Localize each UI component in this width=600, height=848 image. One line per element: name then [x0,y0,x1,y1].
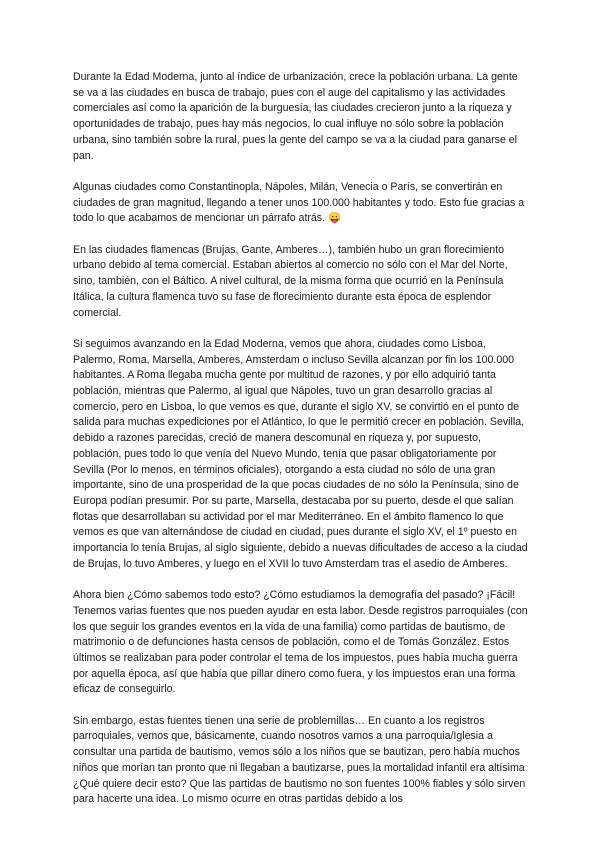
paragraph-demographic-sources: Ahora bien ¿Cómo sabemos todo esto? ¿Cómo estudiamos la demografía del pasado? ¡Fácil! Tenemos varias fuentes que nos pueden ayudar en esta labor. Desde registros parroquiales (con los que seguir los grandes eventos en la vida de una familia) como partidas de bautismo, de matrimonio o de defunciones hasta censos de población, como el de Tomás González. Estos últimos se realizaban para poder controlar el tema de los impuestos, pues había mucha guerra por aquella época, así que había que pillar dinero como fuera, y los impuestos eran una forma eficaz de conseguirlo. [73,589,528,696]
paragraph-cities-100000: Si seguimos avanzando en la Edad Moderna, vemos que ahora, ciudades como Lisboa, Palermo, Roma, Marsella, Amberes, Amsterdam o incluso Sevilla alcanzan por fin los 100.000 habitantes. A Roma llegaba mucha gente por multitud de razones, y por ello adquirió tanta población, mientras que Palermo, al igual que Nápoles, tuvo un gran desarrollo gracias al comercio, pero en Lisboa, lo que vemos es que, durante el siglo XV, se convirtió en el punto de salida para muchas expediciones por el Atlántico, lo que le permitió crecer en población. Sevilla, debido a razones parecidas, creció de manera descomunal en riqueza y, por supuesto, población, pues todo lo que venía del Nuevo Mundo, tenía que pasar obligatoriamente por Sevilla (Por lo menos, en términos oficiales), otorgando a esta ciudad no sólo de una gran importante, sino de una prosperidad de la que pocas ciudades de no sólo la Península, sino de Europa podían presumir. Por su parte, Marsella, destacaba por su puerto, desde el que salían flotas que desarrollaban su actividad por el mar Mediterráneo. En el ámbito flamenco lo que vemos es que van alternándose de ciudad en ciudad, pues durante el siglo XV, el 1º puesto en importancia lo tenía Brujas, al siglo siguiente, debido a nuevas dificultades de acceso a la ciudad de Brujas, lo tuvo Amberes, y luego en el XVII lo tuvo Amsterdam tras el asedio de Amberes. [73,337,528,570]
paragraph-source-problems: Sin embargo, estas fuentes tienen una serie de problemillas… En cuanto a los registros parroquiales, vemos que, básicamente, cuando nosotros vamos a una parroquia/Iglesia a consultar una partida de bautismo, vemos sólo a los niños que se bautizan, pero había muchos niños que morían tan pronto que ni llegaban a bautizarse, pues la mortalidad infantil era altísima ¿Qué quiere decir esto? Que las partidas de bautismo no son fuentes 100% fiables y sólo sirven para hacerte una idea. Lo mismo ocurre en otras partidas debido a los [73,714,526,806]
document-body [73,70,528,824]
paragraph-flemish-cities: En las ciudades flamencas (Brujas, Gante, Amberes…), también hubo un gran florecimiento urbano debido al tema comercial. Estaban abiertos al comercio no sólo con el Mar del Norte, sino, también, con el Báltico. A nivel cultural, de la misma forma que ocurrió en la Península Itálica, la cultura flamenca tuvo su fase de florecimiento durante esta época de esplendor comercial. [73,243,508,319]
paragraph-urban-growth: Durante la Edad Moderna, junto al índice de urbanización, crece la población urbana. La gente se va a las ciudades en busca de trabajo, pues con el auge del capitalismo y las actividades comerciales así como la aparición de la burguesía, las ciudades crecieron junto a la riqueza y oportunidades de trabajo, pues hay más negocios, lo cual influye no sólo sobre la población urbana, sino también sobre la rural, pues la gente del campo se va a la ciudad para ganarse el pan. [73,71,518,162]
paragraph-large-cities: Algunas ciudades como Constantinopla, Nápoles, Milán, Venecia o París, se convertirán en ciudades de gran magnitud, llegando a tener unos 100.000 habitantes y todo. Esto fue gracias a todo lo que acabamos de mencionar un párrafo atrás. 😛 [73,180,525,225]
